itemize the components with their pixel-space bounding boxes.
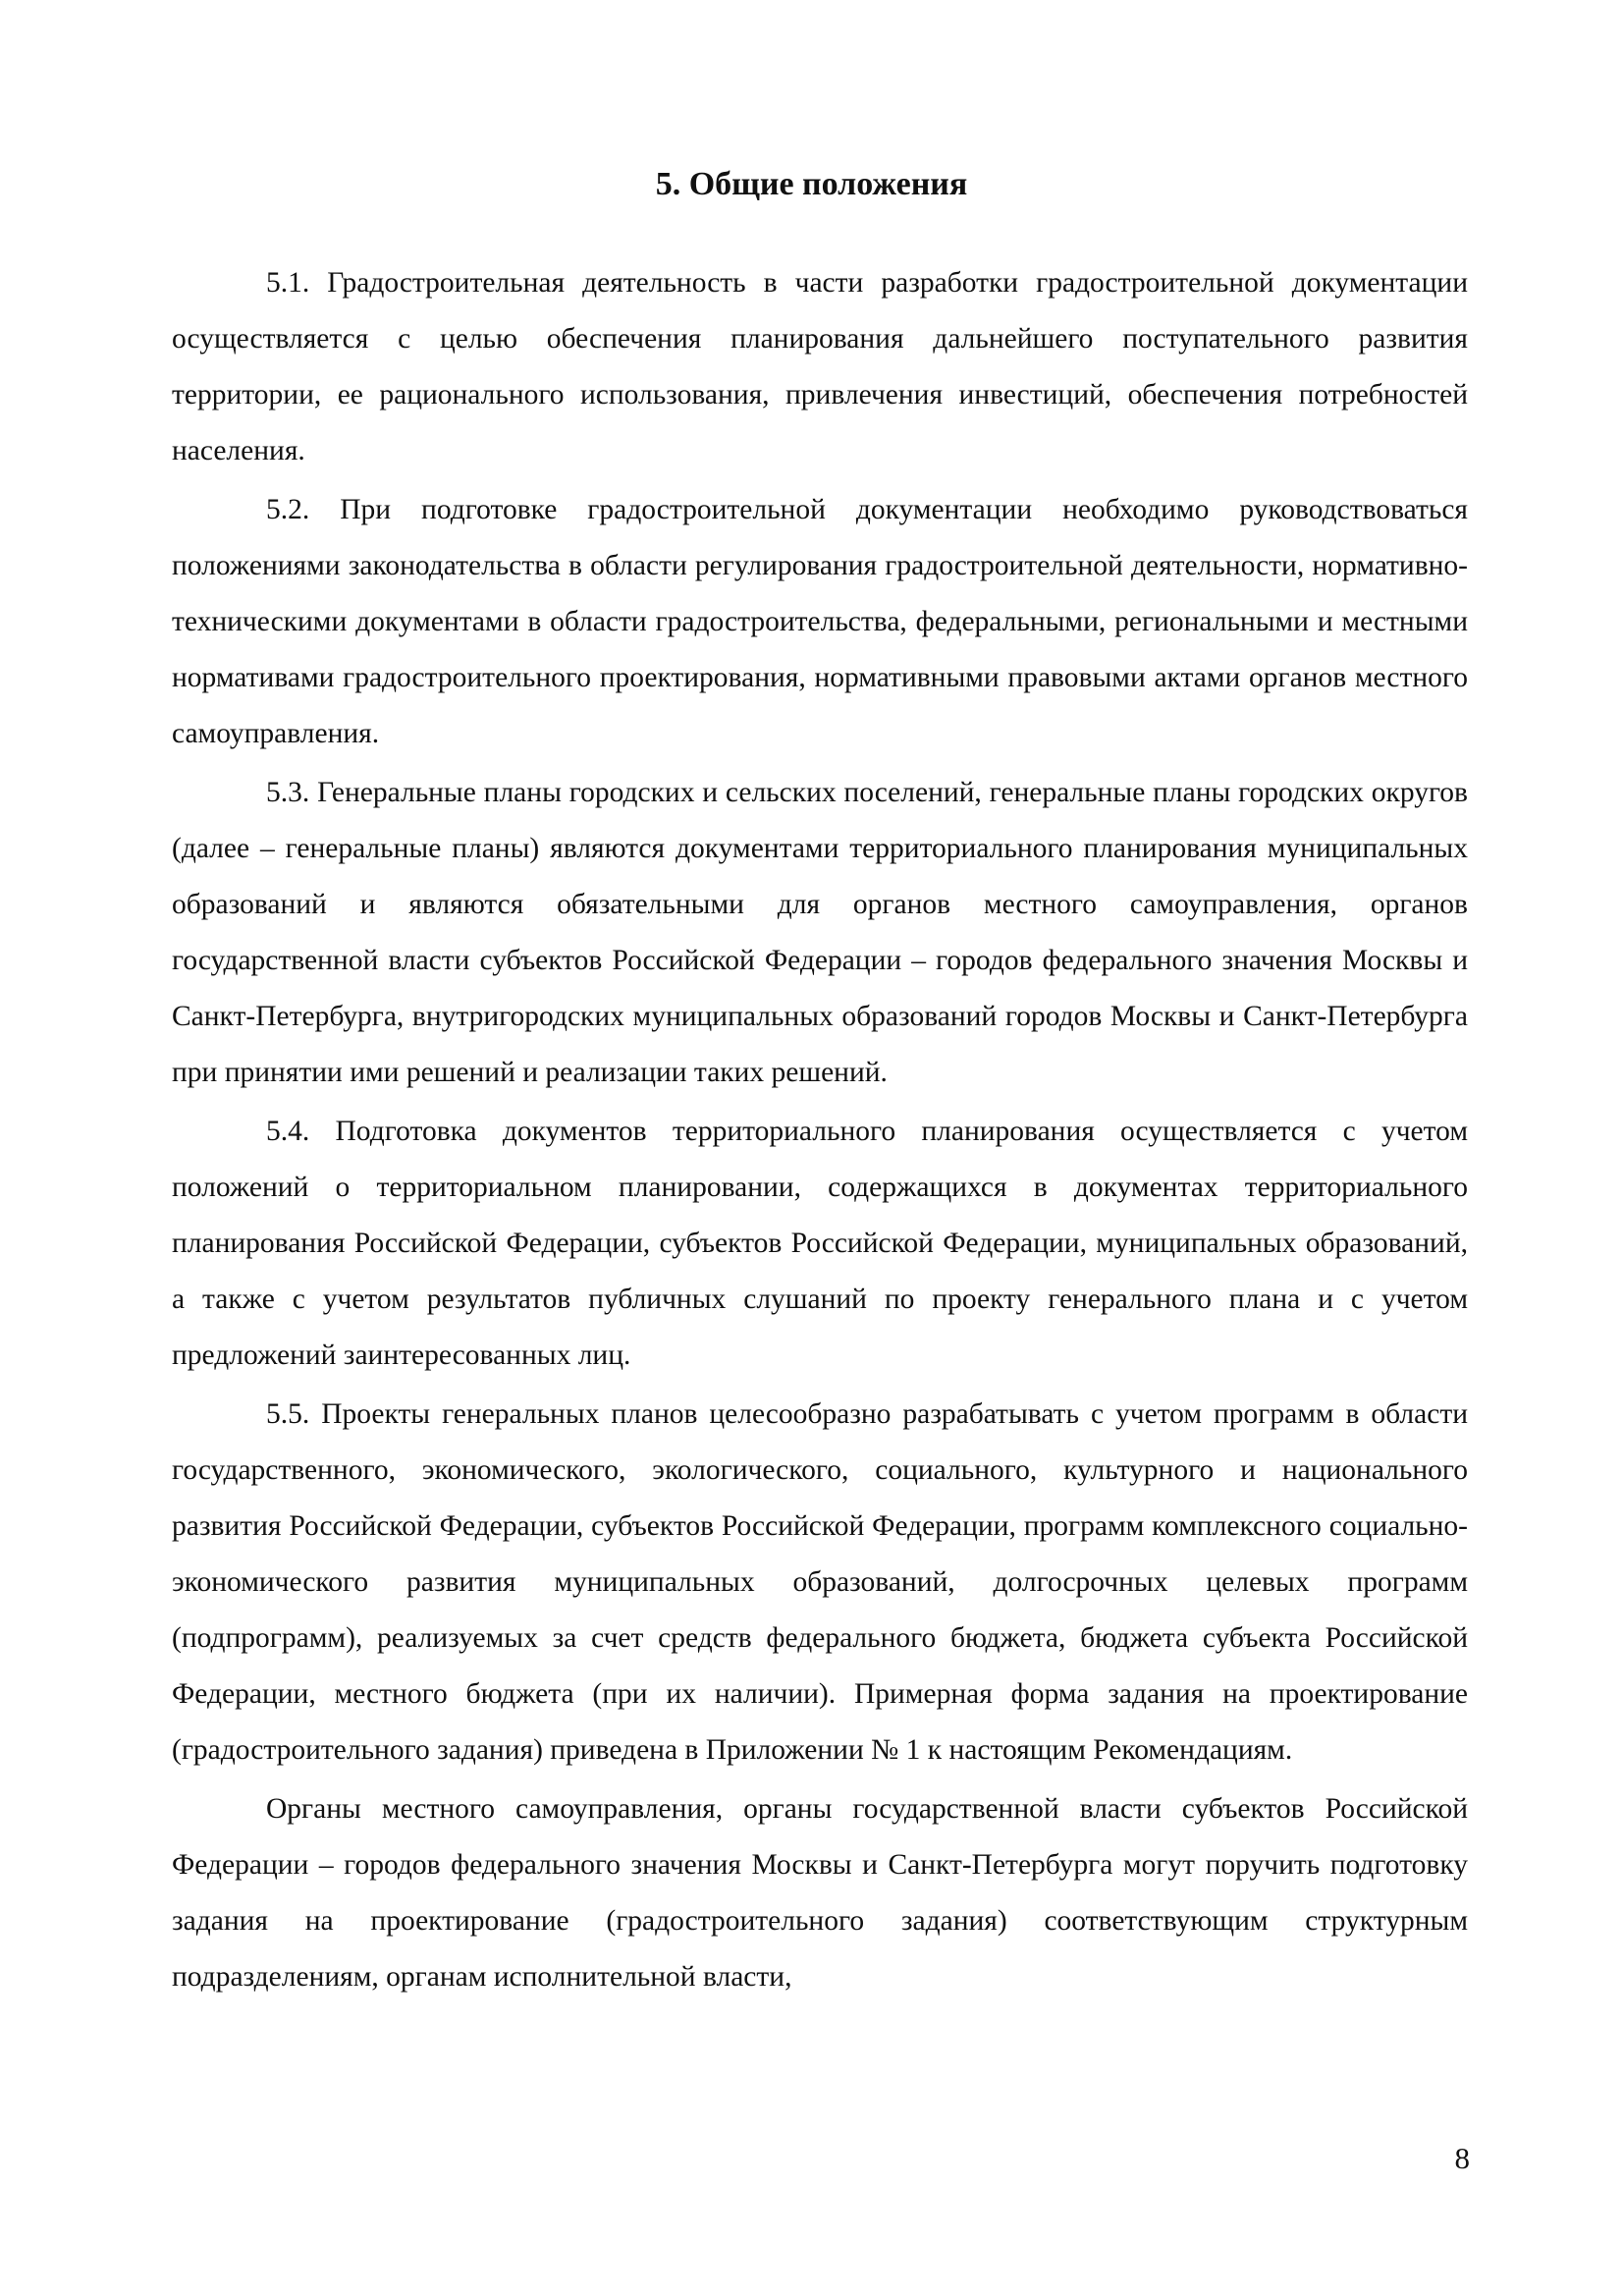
section-heading: 5. Общие положения [655,166,968,202]
paragraph-5-3: 5.3. Генеральные планы городских и сельских поселений, генеральные планы городских округов (далее – генеральные планы) являются документами территориального планирования муниципальных образований и являются обязательными для органов местного самоуправления, органов государственной власти субъектов Российской Федерации – городов федерального значения Москвы и Санкт-Петербурга, внутригородских муниципальных образований городов Москвы и Санкт-Петербурга при принятии ими решений и реализации таких решений. [172,777,1468,1088]
paragraph-5-4: 5.4. Подготовка документов территориального планирования осуществляется с учетом положений о территориальном планировании, содержащихся в документах территориального планирования Российской Федерации, субъектов Российской Федерации, муниципальных образований, а также с учетом результатов публичных слушаний по проекту генерального плана и с учетом предложений заинтересованных лиц. [172,1116,1468,1371]
page-number: 8 [1454,2141,1470,2175]
paragraph-5-1: 5.1. Градостроительная деятельность в части разработки градостроительной документации осуществляется с целью обеспечения планирования дальнейшего поступательного развития территории, ее рационального использования, привлечения инвестиций, обеспечения потребностей населения. [172,267,1468,466]
paragraph-5-5: 5.5. Проекты генеральных планов целесообразно разрабатывать с учетом программ в области государственного, экономического, экологического, социального, культурного и национального развития Российской Федерации, субъектов Российской Федерации, программ комплексного социально-экономического развития муниципальных образований, долгосрочных целевых программ (подпрограмм), реализуемых за счет средств федерального бюджета, бюджета субъекта Российской Федерации, местного бюджета (при их наличии). Примерная форма задания на проектирование (градостроительного задания) приведена в Приложении № 1 к настоящим Рекомендациям. [172,1398,1468,1766]
paragraph-5-2: 5.2. При подготовке градостроительной документации необходимо руководствоваться положениями законодательства в области регулирования градостроительной деятельности, нормативно-техническими документами в области градостроительства, федеральными, региональными и местными нормативами градостроительного проектирования, нормативными правовыми актами органов местного самоуправления. [172,494,1468,749]
paragraph-continuation: Органы местного самоуправления, органы государственной власти субъектов Российской Федерации – городов федерального значения Москвы и Санкт-Петербурга могут поручить подготовку задания на проектирование (градостроительного задания) соответствующим структурным подразделениям, органам исполнительной власти, [172,1793,1468,1993]
document-body [172,255,1468,2008]
